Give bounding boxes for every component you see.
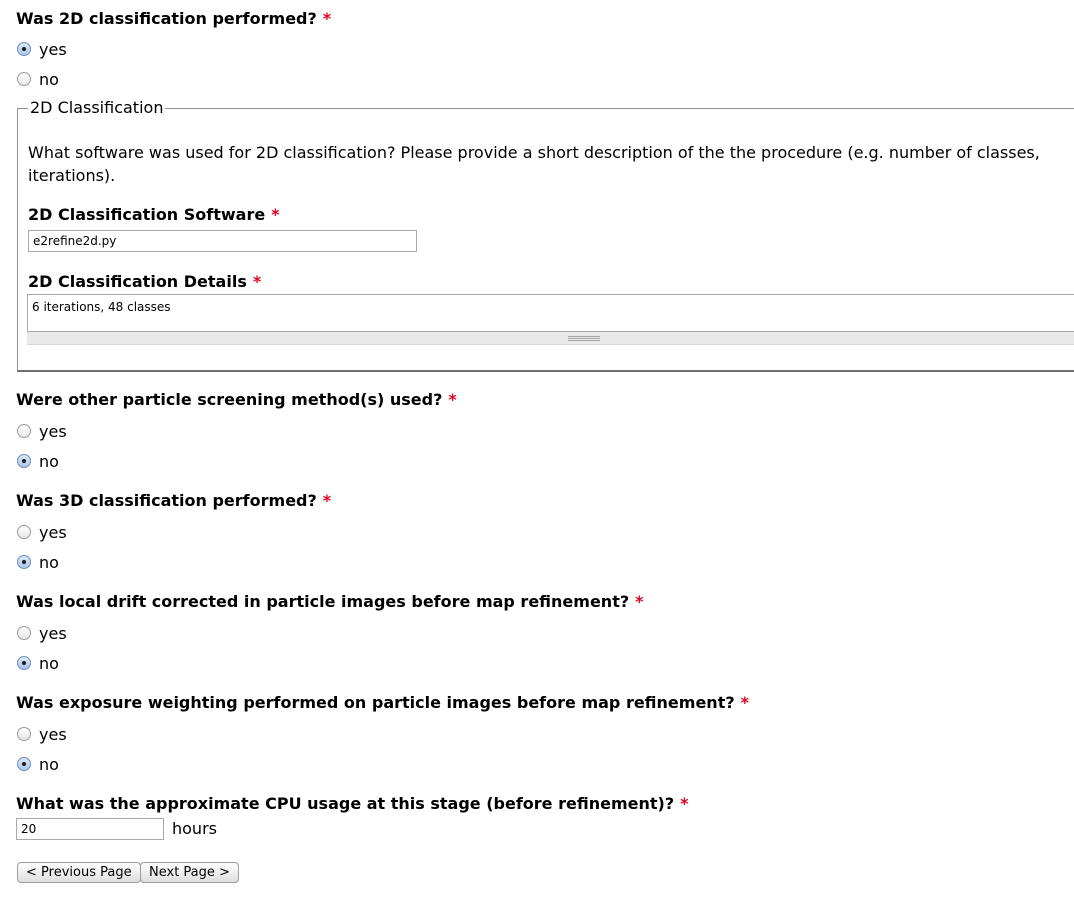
details-textarea[interactable]: 6 iterations, 48 classes bbox=[27, 294, 1074, 332]
required-asterisk: * bbox=[635, 592, 644, 611]
fieldset-legend: 2D Classification bbox=[30, 98, 164, 117]
classification-fieldset bbox=[17, 98, 1074, 372]
classification-description: What software was used for 2D classification? Please provide a short description of the the procedure (e.g. number of classes, iterations). bbox=[28, 143, 1040, 185]
question-text: Was exposure weighting performed on particle images before map refinement? bbox=[16, 693, 735, 712]
question-text: Was 2D classification performed? bbox=[16, 9, 317, 28]
radio-label: no bbox=[39, 754, 59, 774]
radio-button[interactable] bbox=[17, 727, 31, 741]
software-label bbox=[28, 205, 280, 225]
radio-2d-classification-yes[interactable] bbox=[16, 39, 67, 59]
radio-2d-classification-no[interactable] bbox=[16, 69, 59, 89]
radio-label: no bbox=[39, 451, 59, 471]
question-2d-classification bbox=[16, 9, 331, 29]
radio-3d-classification-yes[interactable] bbox=[16, 522, 67, 542]
radio-label: yes bbox=[39, 724, 67, 744]
required-asterisk: * bbox=[448, 390, 457, 409]
details-label bbox=[28, 272, 261, 292]
question-text: What was the approximate CPU usage at this stage (before refinement)? bbox=[16, 794, 675, 813]
question-text: Was local drift corrected in particle images before map refinement? bbox=[16, 592, 630, 611]
details-textarea-container bbox=[27, 294, 1074, 345]
radio-button-selected[interactable] bbox=[17, 757, 31, 771]
textarea-resize-handle[interactable] bbox=[27, 332, 1074, 345]
radio-button[interactable] bbox=[17, 72, 31, 86]
radio-button[interactable] bbox=[17, 525, 31, 539]
software-label-text: 2D Classification Software bbox=[28, 205, 266, 224]
question-text: Were other particle screening method(s) used? bbox=[16, 390, 443, 409]
radio-label: no bbox=[39, 69, 59, 89]
radio-button-selected[interactable] bbox=[17, 555, 31, 569]
radio-label: yes bbox=[39, 421, 67, 441]
question-text: Was 3D classification performed? bbox=[16, 491, 317, 510]
radio-local-drift-no[interactable] bbox=[16, 653, 59, 673]
radio-exposure-weighting-no[interactable] bbox=[16, 754, 59, 774]
required-asterisk: * bbox=[271, 205, 280, 224]
radio-local-drift-yes[interactable] bbox=[16, 623, 67, 643]
previous-page-button[interactable]: < Previous Page bbox=[17, 862, 141, 883]
radio-label: yes bbox=[39, 39, 67, 59]
required-asterisk: * bbox=[680, 794, 689, 813]
radio-label: no bbox=[39, 552, 59, 572]
radio-particle-screening-yes[interactable] bbox=[16, 421, 67, 441]
radio-button-selected[interactable] bbox=[17, 656, 31, 670]
radio-button-selected[interactable] bbox=[17, 454, 31, 468]
required-asterisk: * bbox=[252, 272, 262, 291]
question-local-drift bbox=[16, 592, 644, 612]
radio-button[interactable] bbox=[17, 626, 31, 640]
radio-label: yes bbox=[39, 623, 67, 643]
software-input[interactable]: e2refine2d.py bbox=[28, 230, 417, 252]
required-asterisk: * bbox=[740, 693, 749, 712]
radio-label: no bbox=[39, 653, 59, 673]
radio-3d-classification-no[interactable] bbox=[16, 552, 59, 572]
radio-exposure-weighting-yes[interactable] bbox=[16, 724, 67, 744]
question-3d-classification bbox=[16, 491, 331, 511]
radio-button[interactable] bbox=[17, 424, 31, 438]
radio-label: yes bbox=[39, 522, 67, 542]
next-page-button[interactable]: Next Page > bbox=[140, 862, 239, 883]
radio-button-selected[interactable] bbox=[17, 42, 31, 56]
question-cpu-usage bbox=[16, 794, 688, 814]
question-exposure-weighting bbox=[16, 693, 749, 713]
required-asterisk: * bbox=[322, 491, 332, 510]
question-particle-screening bbox=[16, 390, 457, 410]
required-asterisk: * bbox=[322, 9, 332, 28]
details-label-text: 2D Classification Details bbox=[28, 272, 247, 291]
cpu-usage-unit: hours bbox=[172, 819, 217, 838]
radio-particle-screening-no[interactable] bbox=[16, 451, 59, 471]
grip-icon bbox=[568, 336, 600, 341]
cpu-usage-input[interactable]: 20 bbox=[16, 818, 164, 840]
